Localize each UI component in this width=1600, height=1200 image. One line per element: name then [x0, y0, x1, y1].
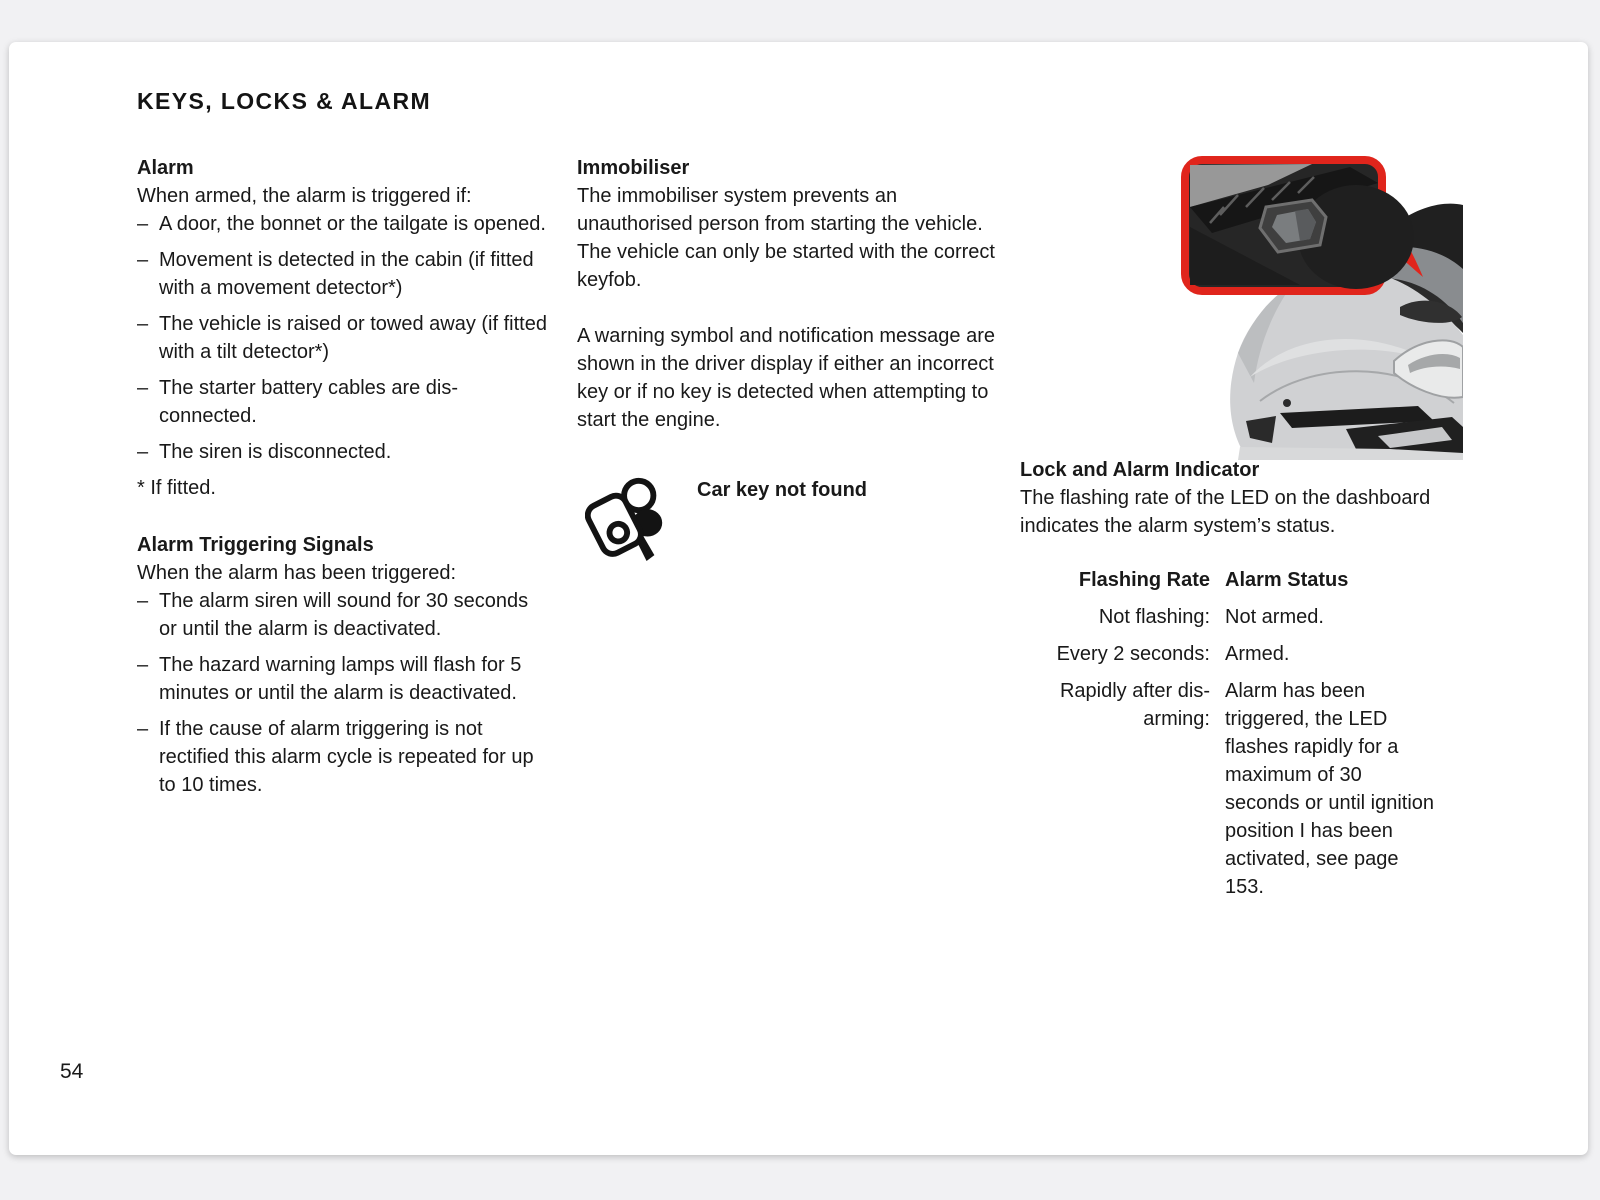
column-lock-alarm-indicator [1020, 456, 1450, 901]
list-item: – The hazard warning lamps will flash for 5 minutes or until the alarm is deactivated. [137, 651, 549, 707]
car-key-not-found-callout [577, 470, 1001, 564]
car-key-not-found-label: Car key not found [697, 479, 868, 501]
list-item: – The vehicle is raised or towed away (if fitted with a tilt detector*) [137, 310, 549, 366]
table-row: Not flashing: [1098, 606, 1210, 628]
list-item: – If the cause of alarm triggering is not rectified this alarm cycle is repeated for up to 10 times. [137, 715, 549, 799]
table-header-alarm-status: Alarm Status [1225, 569, 1349, 591]
alarm-signals-heading: Alarm Triggering Signals [137, 534, 374, 556]
flashing-rate-table [1022, 566, 1450, 901]
column-immobiliser [577, 154, 1001, 564]
alarm-intro: When armed, the alarm is triggered if: [137, 185, 472, 207]
alarm-signals-bullet-list [137, 587, 549, 799]
column-alarm [137, 154, 549, 807]
table-row: Not armed. [1225, 606, 1324, 628]
page-number: 54 [60, 1060, 84, 1083]
manual-page [9, 42, 1588, 1155]
table-row: Rapidly after dis-arming: [1059, 680, 1210, 730]
table-header-flashing-rate: Flashing Rate [1078, 569, 1210, 591]
list-item: – The starter battery cables are dis-connected. [137, 374, 549, 430]
list-item: – A door, the bonnet or the tailgate is opened. [137, 210, 549, 238]
car-dashboard-led-illustration [1150, 155, 1463, 460]
immobiliser-paragraph-2: A warning symbol and notification message are shown in the driver display if either an incorrect key or if no key is detected when attempting to start the engine. [577, 325, 996, 431]
alarm-heading: Alarm [137, 157, 194, 179]
indicator-heading: Lock and Alarm Indicator [1020, 459, 1260, 481]
page-title: KEYS, LOCKS & ALARM [137, 88, 432, 114]
list-item: – The siren is disconnected. [137, 438, 549, 466]
list-item: – Movement is detected in the cabin (if fitted with a movement detector*) [137, 246, 549, 302]
table-row: Every 2 seconds: [1056, 643, 1210, 665]
immobiliser-heading: Immobiliser [577, 157, 690, 179]
alarm-signals-intro: When the alarm has been triggered: [137, 562, 457, 584]
indicator-paragraph: The flashing rate of the LED on the dashboard indicates the alarm system’s status. [1020, 487, 1431, 537]
lock-alarm-indicator-figure [1150, 155, 1463, 460]
list-item: – The alarm siren will sound for 30 seconds or until the alarm is deactivated. [137, 587, 549, 643]
table-row: Armed. [1225, 643, 1290, 665]
immobiliser-paragraph-1: The immobiliser system prevents an unauthorised person from starting the vehicle. The vehicle can only be started with the correct keyfob. [577, 185, 995, 291]
alarm-bullet-list [137, 210, 549, 466]
table-row: Alarm has been triggered, the LED flashes rapidly for a maximum of 30 seconds or until ignition position I has been activated, see page 153. [1225, 680, 1435, 898]
alarm-footnote: * If fitted. [137, 477, 216, 499]
car-key-icon [585, 470, 671, 564]
